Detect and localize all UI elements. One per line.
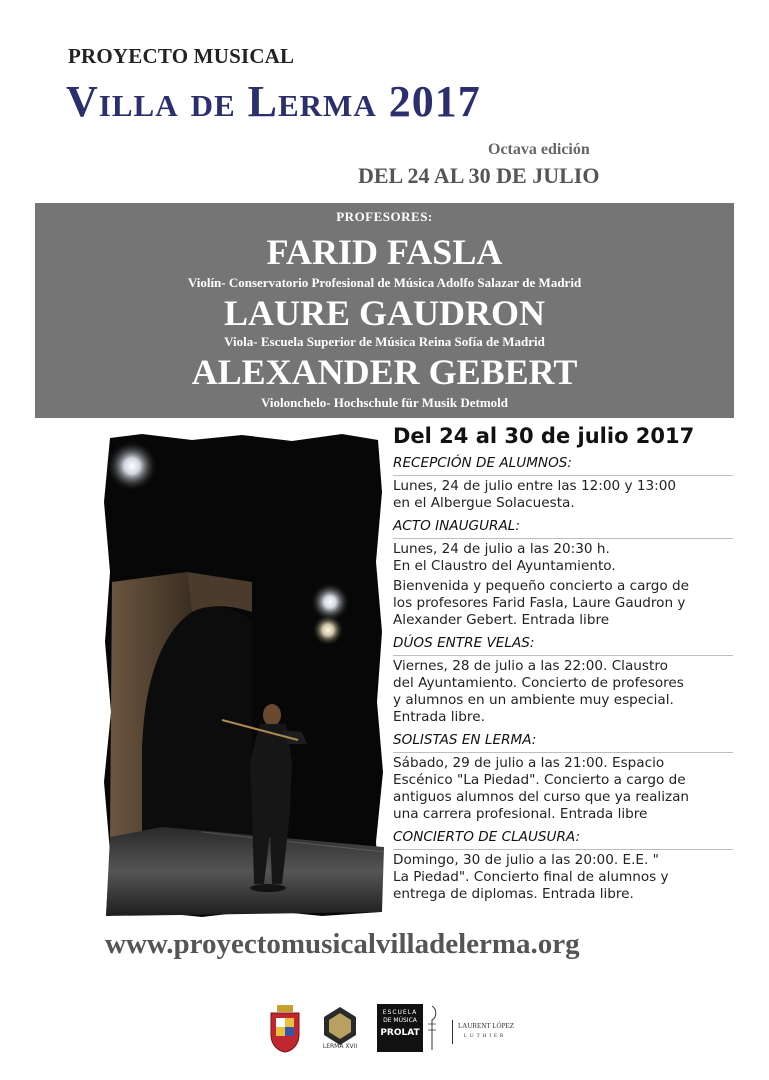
event-line: Lunes, 24 de julio entre las 12:00 y 13:00: [393, 478, 676, 494]
teacher-role: Violonchelo- Hochschule für Musik Detmold: [260, 395, 508, 410]
schedule: [393, 424, 733, 903]
teachers-heading: PROFESORES:: [336, 209, 433, 224]
dates-header: DEL 24 AL 30 DE JULIO: [358, 163, 600, 188]
lerma-xvii-logo: [318, 1005, 362, 1053]
escuela-line2: DE MÚSICA: [383, 1017, 417, 1024]
teacher-name: ALEXANDER GEBERT: [191, 352, 578, 392]
event-heading: DÚOS ENTRE VELAS:: [393, 635, 535, 651]
teacher-role: Violín- Conservatorio Profesional de Música Adolfo Salazar de Madrid: [187, 275, 582, 290]
project-label: PROYECTO MUSICAL: [68, 44, 295, 68]
teachers-panel: [35, 203, 734, 418]
event-heading: RECEPCIÓN DE ALUMNOS:: [393, 455, 573, 471]
luthier-logo: [452, 1020, 522, 1046]
teacher-name: LAURE GAUDRON: [223, 293, 545, 333]
main-title: Villa de Lerma 2017: [66, 77, 481, 126]
event-line: Domingo, 30 de julio a las 20:00. E.E. ": [393, 852, 659, 868]
event-block: [393, 829, 733, 903]
lerma-logo-text: LERMA XVII: [322, 1043, 358, 1050]
event-line: La Piedad". Concierto final de alumnos y: [393, 869, 669, 885]
event-line: Lunes, 24 de julio a las 20:30 h.: [393, 541, 610, 557]
luthier-divider: [452, 1020, 453, 1044]
escuela-name: PROLAT: [380, 1028, 420, 1038]
luthier-sub: LUTHIER: [464, 1034, 507, 1039]
event-line: del Ayuntamiento. Concierto de profesores: [393, 675, 684, 691]
event-block: [393, 732, 733, 823]
event-line: antiguos alumnos del curso que ya realizan: [393, 789, 690, 805]
event-line: una carrera profesional. Entrada libre: [393, 806, 648, 822]
event-heading: SOLISTAS EN LERMA:: [393, 732, 537, 748]
teacher-role: Viola- Escuela Superior de Música Reina Sofía de Madrid: [224, 334, 545, 349]
event-heading: ACTO INAUGURAL:: [393, 518, 520, 534]
teacher-name: FARID FASLA: [266, 232, 503, 272]
event-line: Entrada libre.: [393, 709, 485, 725]
event-line: Escénico "La Piedad". Concierto a cargo de: [393, 772, 686, 788]
event-line: y alumnos en un ambiente muy especial.: [393, 692, 674, 708]
event-block: [393, 518, 733, 629]
event-line: Viernes, 28 de julio a las 22:00. Claustro: [393, 658, 668, 674]
event-line: en el Albergue Solacuesta.: [393, 495, 575, 511]
performer-photo: [102, 432, 384, 918]
event-line: entrega de diplomas. Entrada libre.: [393, 886, 634, 902]
schedule-title: Del 24 al 30 de julio 2017: [393, 424, 695, 448]
escuela-prolat-logo: [377, 1004, 423, 1052]
website-link[interactable]: www.proyectomusicalvilladelerma.org: [105, 928, 580, 960]
event-line: En el Claustro del Ayuntamiento.: [393, 558, 616, 574]
coat-of-arms-icon: [268, 1005, 302, 1053]
violin-scroll-icon: [424, 1004, 440, 1052]
edition-label: Octava edición: [488, 141, 590, 158]
escuela-line1: ESCUELA: [382, 1009, 418, 1016]
coat-of-arms-logo: [268, 1005, 302, 1053]
event-heading: CONCIERTO DE CLAUSURA:: [393, 829, 581, 845]
event-line: Alexander Gebert. Entrada libre: [393, 612, 610, 628]
event-line: los profesores Farid Fasla, Laure Gaudron y: [393, 595, 686, 611]
event-line: Sábado, 29 de julio a las 21:00. Espacio: [393, 755, 665, 771]
event-block: [393, 635, 733, 726]
stage-illustration: [102, 432, 384, 918]
event-line: Bienvenida y pequeño concierto a cargo de: [393, 578, 690, 594]
event-block: [393, 455, 733, 512]
luthier-name: LAURENT LÓPEZ: [458, 1022, 515, 1030]
